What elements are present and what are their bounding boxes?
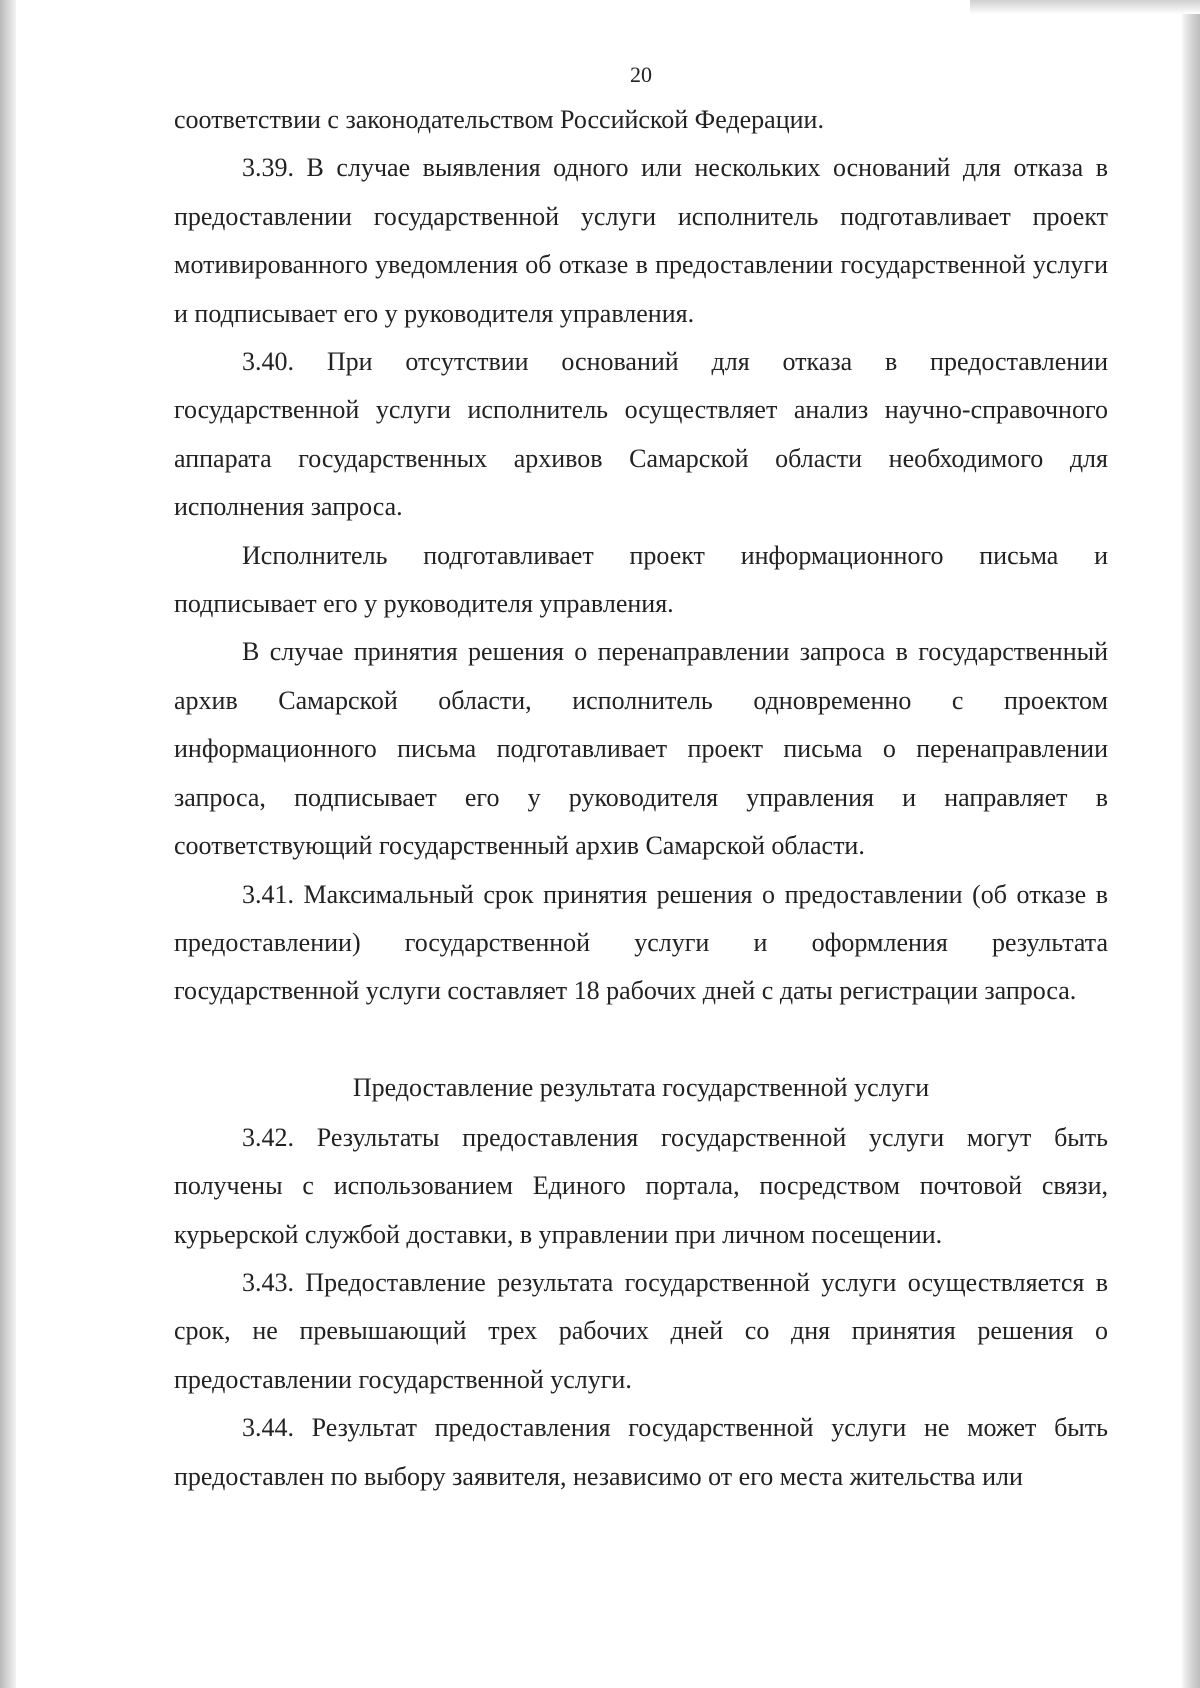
scan-edge-top <box>970 0 1200 14</box>
scan-edge-left <box>0 0 16 1688</box>
paragraph-executor-letter: Исполнитель подготавливает проект информационного письма и подписывает его у руководителя управления. <box>174 540 1108 619</box>
scan-edge-right <box>1182 0 1200 1688</box>
paragraph-3-39: 3.39. В случае выявления одного или нескольких оснований для отказа в предоставлении государственной услуги исполнитель подготавливает проект мотивированного уведомления об отказе в предоставлении государственной услуги и подписывает его у руководителя управления. <box>174 153 1108 328</box>
paragraph-3-40: 3.40. При отсутствии оснований для отказа в предоставлении государственной услуги исполнитель осуществляет анализ научно-справочного аппарата государственных архивов Самарской области необходимого для исполнения запроса. <box>174 347 1108 522</box>
paragraph-3-44: 3.44. Результат предоставления государственной услуги не может быть предоставлен по выбору заявителя, независимо от его места жительства или <box>174 1413 1108 1491</box>
paragraph-redirect-request: В случае принятия решения о перенаправлении запроса в государственный архив Самарской области, исполнитель одновременно с проектом информационного письма подготавливает проект письма о перенаправлении запроса, подписывает его у руководителя управления и направляет в соответствующий государственный архив Самарской области. <box>174 637 1108 861</box>
paragraph-continuation: соответствии с законодательством Российской Федерации. <box>174 105 824 134</box>
paragraph-3-41: 3.41. Максимальный срок принятия решения о предоставлении (об отказе в предоставлении) государственной услуги и оформления результата государственной услуги составляет 18 рабочих дней с даты регистрации запроса. <box>174 879 1108 1006</box>
paragraph-3-42: 3.42. Результаты предоставления государственной услуги могут быть получены с использованием Единого портала, посредством почтовой связи, курьерской службой доставки, в управлении при личном посещении. <box>174 1122 1108 1249</box>
page-number: 20 <box>630 62 652 87</box>
paragraph-3-43: 3.43. Предоставление результата государственной услуги осуществляется в срок, не превышающий трех рабочих дней со дня принятия решения о предоставлении государственной услуги. <box>174 1267 1108 1394</box>
section-heading: Предоставление результата государственной услуги <box>352 1072 930 1102</box>
document-body <box>174 96 1108 1501</box>
